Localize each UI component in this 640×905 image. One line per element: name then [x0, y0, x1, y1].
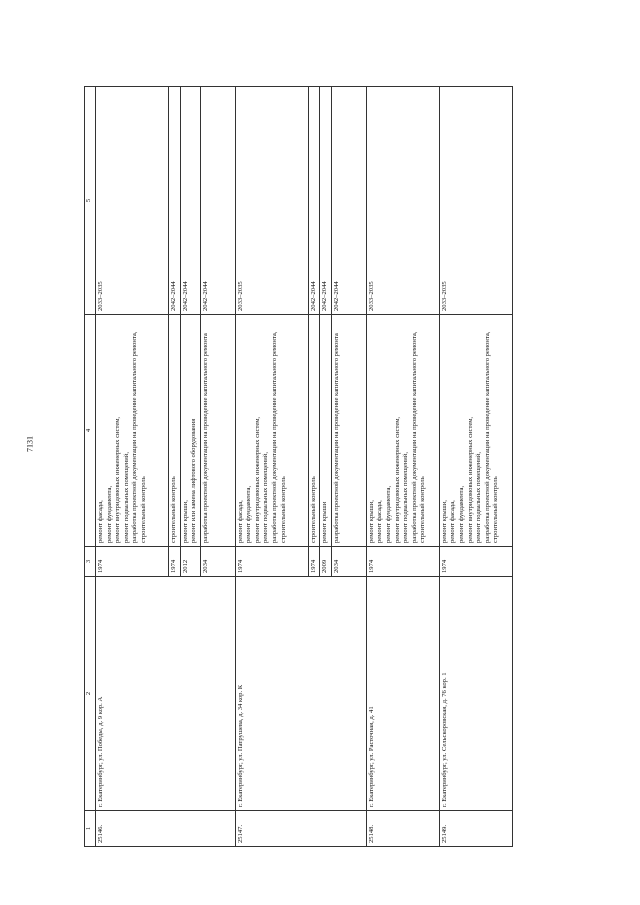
table-row	[96, 87, 169, 847]
row-works: ремонт крыши, ремонт фасада, ремонт фундамента, ремонт внутридомовых инженерных систем, ремонт подвальных помещений, разработка проектной документации на проведение капитального ремонта, строительный контроль	[439, 315, 512, 547]
row-address: г. Екатеринбург, ул. Победы, д. 9 кор. А	[96, 577, 236, 811]
row-year: 1974	[439, 547, 512, 577]
row-year: 1974	[366, 547, 439, 577]
row-year: 1974	[235, 547, 308, 577]
capital-repair-table	[84, 86, 513, 847]
row-works: разработка проектной документации на проведение капитального ремонта	[331, 315, 366, 547]
row-year: 1974	[308, 547, 320, 577]
header-row	[85, 87, 96, 847]
row-address: г. Екатеринбург, ул. Сельскоровская, д. 76 кор. 1	[439, 577, 512, 811]
table-row	[439, 87, 512, 847]
header-col-3: 3	[85, 547, 96, 577]
row-number: 25146.	[96, 811, 236, 847]
row-address: г. Екатеринбург, ул. Расточная, д. 41	[366, 577, 439, 811]
row-period: 2033–2035	[366, 87, 439, 315]
row-year: 2012	[180, 547, 200, 577]
header-col-1: 1	[85, 811, 96, 847]
row-works: ремонт крыши	[320, 315, 332, 547]
row-year: 1974	[96, 547, 169, 577]
page-number: 7131	[25, 436, 35, 452]
rotated-table-container	[84, 87, 618, 847]
row-works: строительный контроль	[169, 315, 181, 547]
row-works: ремонт крыши, ремонт фасада, ремонт фундамента, ремонт внутридомовых инженерных систем, ремонт подвальных помещений, разработка проектной документации на проведение капитального ремонта, строительный контроль	[366, 315, 439, 547]
row-year: 2034	[200, 547, 235, 577]
row-works: разработка проектной документации на проведение капитального ремонта	[200, 315, 235, 547]
row-number: 25148.	[366, 811, 439, 847]
row-period: 2042–2044	[169, 87, 181, 315]
row-period: 2042–2044	[331, 87, 366, 315]
row-period: 2042–2044	[200, 87, 235, 315]
row-address: г. Екатеринбург, ул. Патрушева, д. 34 кор. К	[235, 577, 366, 811]
row-works: ремонт крыши, ремонт или замена лифтового оборудования	[180, 315, 200, 547]
row-year: 2009	[320, 547, 332, 577]
row-period: 2042–2044	[320, 87, 332, 315]
row-period: 2033–2035	[235, 87, 308, 315]
row-works: ремонт фасада, ремонт фундамента, ремонт внутридомовых инженерных систем, ремонт подвальных помещений, разработка проектной документации на проведение капитального ремонта, строительный контроль	[96, 315, 169, 547]
row-number: 25147.	[235, 811, 366, 847]
header-col-2: 2	[85, 577, 96, 811]
row-period: 2042–2044	[180, 87, 200, 315]
row-year: 1974	[169, 547, 181, 577]
header-col-5: 5	[85, 87, 96, 315]
row-works: ремонт фасада, ремонт фундамента, ремонт внутридомовых инженерных систем, ремонт подвальных помещений, разработка проектной документации на проведение капитального ремонта, строительный контроль	[235, 315, 308, 547]
table-row	[366, 87, 439, 847]
row-period: 2033–2035	[439, 87, 512, 315]
table-row	[235, 87, 308, 847]
row-year: 2034	[331, 547, 366, 577]
header-col-4: 4	[85, 315, 96, 547]
row-works: строительный контроль	[308, 315, 320, 547]
row-period: 2042–2044	[308, 87, 320, 315]
row-number: 25149.	[439, 811, 512, 847]
row-period: 2033–2035	[96, 87, 169, 315]
